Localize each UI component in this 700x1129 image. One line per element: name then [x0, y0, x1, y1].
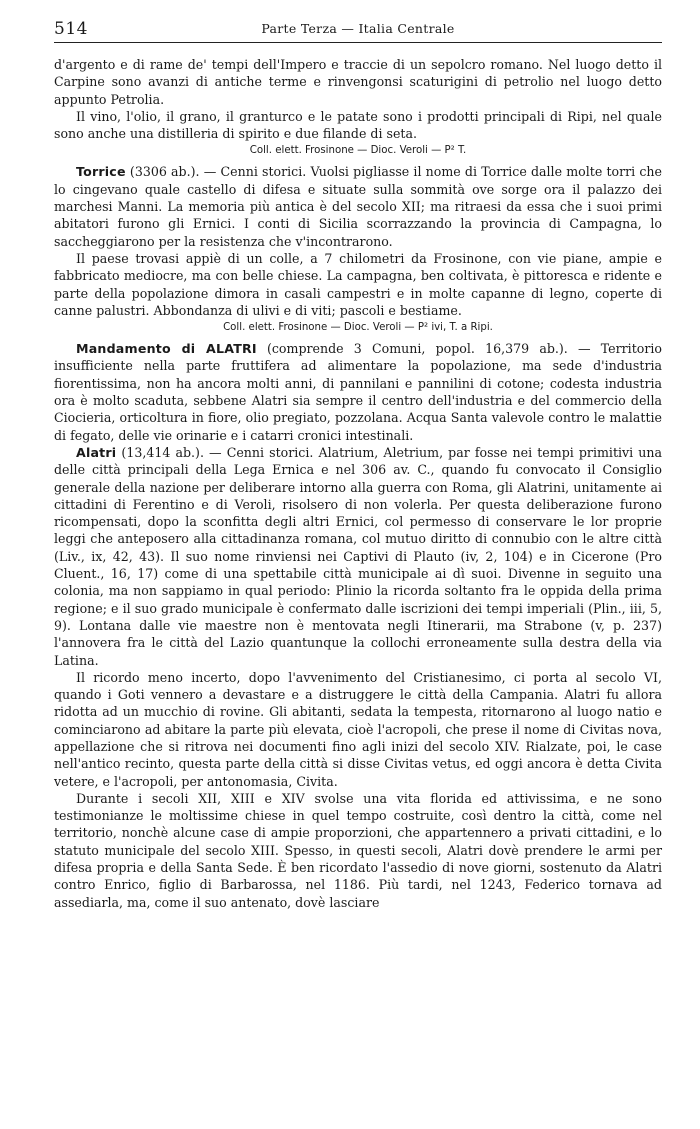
book-page	[54, 18, 662, 911]
page-body	[54, 56, 662, 911]
reference-line-1: Coll. elett. Frosinone — Dioc. Veroli — P² T.	[249, 145, 467, 157]
page-header	[54, 18, 662, 43]
entry-text-mandamento: (comprende 3 Comuni, popol. 16,379 ab.). — Territorio insufficiente nella parte fruttifera ad alimentare la popolazione, ma sede d'industria fiorentissima, non ha ancora molti anni, di pannilani e pannilini di cotone; codesta industria ora è molto scaduta, sebbene Alatri sia sempre il centro dell'industria e del commercio della Ciocieria, orticoltura in fiore, olio pregiato, pozzolana. Acqua Santa valevole contro le malattie di fegato, delle vie orinarie e i catarri cronici intestinali.	[54, 341, 662, 443]
entry-alatri	[54, 444, 662, 669]
entry-head-mandamento: Mandamento di ALATRI	[76, 341, 257, 357]
entry-torrice	[54, 163, 662, 249]
entry-text-torrice: (3306 ab.). — Cenni storici. Vuolsi pigliasse il nome di Torrice dalle molte torri che lo cingevano quale castello di difesa e situate sulla sommità ove sorge ora il palazzo dei marchesi Manni. La memoria più antica è del secolo XII; ma ritraesi da essa che i suoi primi abitatori furono gli Ernici. I conti di Sicilia scorrazzando la provincia di Campagna, lo saccheggiarono per la resistenza che v'incontrarono.	[54, 164, 662, 249]
paragraph-8: Durante i secoli XII, XIII e XIV svolse una vita florida ed attivissima, e ne sono testimonianze le moltissime chiese in quel tempo costruite, così dentro la città, come nel territorio, nonchè alcune case di ampie proporzioni, che appartennero a privati cittadini, e lo statuto municipale del secolo XIII. Spesso, in questi secoli, Alatri dovè prendere le armi per difesa propria e della Santa Sede. È ben ricordato l'assedio di nove giorni, sostenuto da Alatri contro Enrico, figlio di Barbarossa, nel 1186. Più tardi, nel 1243, Federico tornava ad assediarla, ma, come il suo antenato, dovè lasciare	[54, 790, 662, 910]
paragraph-1: d'argento e di rame de' tempi dell'Impero e traccie di un sepolcro romano. Nel luogo detto il Carpine sono avanzi di antiche terme e rinvengonsi scaturigini di petrolio nel luogo detto appunto Petrolia.	[54, 57, 662, 107]
running-title: Parte Terza — Italia Centrale	[261, 21, 455, 36]
entry-head-torrice: Torrice	[76, 164, 126, 180]
entry-mandamento-alatri	[54, 340, 662, 444]
page-number: 514	[54, 19, 88, 39]
paragraph-2: Il vino, l'olio, il grano, il granturco e le patate sono i prodotti principali di Ripi, nel quale sono anche una distilleria di spirito e due filande di seta.	[54, 108, 662, 142]
reference-line-2: Coll. elett. Frosinone — Dioc. Veroli — P² ivi, T. a Ripi.	[223, 322, 493, 334]
entry-text-alatri: (13,414 ab.). — Cenni storici. Alatrium, Aletrium, par fosse nei tempi primitivi una delle città principali della Lega Ernica e nel 306 av. C., quando fu convocato il Consiglio generale della nazione per deliberare intorno alla guerra con Roma, gli Alatrini, unitamente ai cittadini di Ferentino e di Veroli, risolsero di non volerla. Per questa deliberazione furono ricompensati, dopo la sconfitta degli altri Ernici, col permesso di conservare le lor proprie leggi che anteposero alla cittadinanza romana, col mutuo diritto di connubio con le altre città (Liv., ix, 42, 43). Il suo nome rinviensi nei Captivi di Plauto (iv, 2, 104) e in Cicerone (Pro Cluent., 16, 17) come di una spettabile città municipale ai dì suoi. Divenne in seguito una colonia, ma non sappiamo in qual periodo: Plinio la ricorda soltanto fra le oppida della prima regione; e il suo grado municipale è confermato dalle iscrizioni dei tempi imperiali (Plin., iii, 5, 9). Lontana dalle vie maestre non è mentovata negli Itinerarii, ma Strabone (v, p. 237) l'annovera fra le città del Lazio quantunque la collochi erroneamente sulla destra della via Latina.	[54, 444, 662, 668]
paragraph-7: Il ricordo meno incerto, dopo l'avvenimento del Cristianesimo, ci porta al secolo VI, quando i Goti vennero a devastare e a distruggere le città della Campania. Alatri fu allora ridotta ad un mucchio di rovine. Gli abitanti, sedata la tempesta, ritornarono al luogo natio e cominciarono ad abitare la parte più elevata, cioè l'acropoli, che prese il nome di Civitas nova, appellazione che si ritrova nei documenti fino agli inizi del secolo XIV. Rialzate, poi, le case nell'antico recinto, questa parte della città si disse Civitas vetus, ed oggi ancora è detta Civita vetere, e l'acropoli, per antonomasia, Civita.	[54, 669, 662, 789]
entry-head-alatri: Alatri	[76, 444, 117, 460]
paragraph-4: Il paese trovasi appiè di un colle, a 7 chilometri da Frosinone, con vie piane, ampie e fabbricato mediocre, ma con belle chiese. La campagna, ben coltivata, è pittoresca e ridente e parte della popolazione dimora in casali campestri e in molte capanne di legno, coperte di canne palustri. Abbondanza di ulivi e di viti; pascoli e bestiame.	[54, 250, 662, 318]
